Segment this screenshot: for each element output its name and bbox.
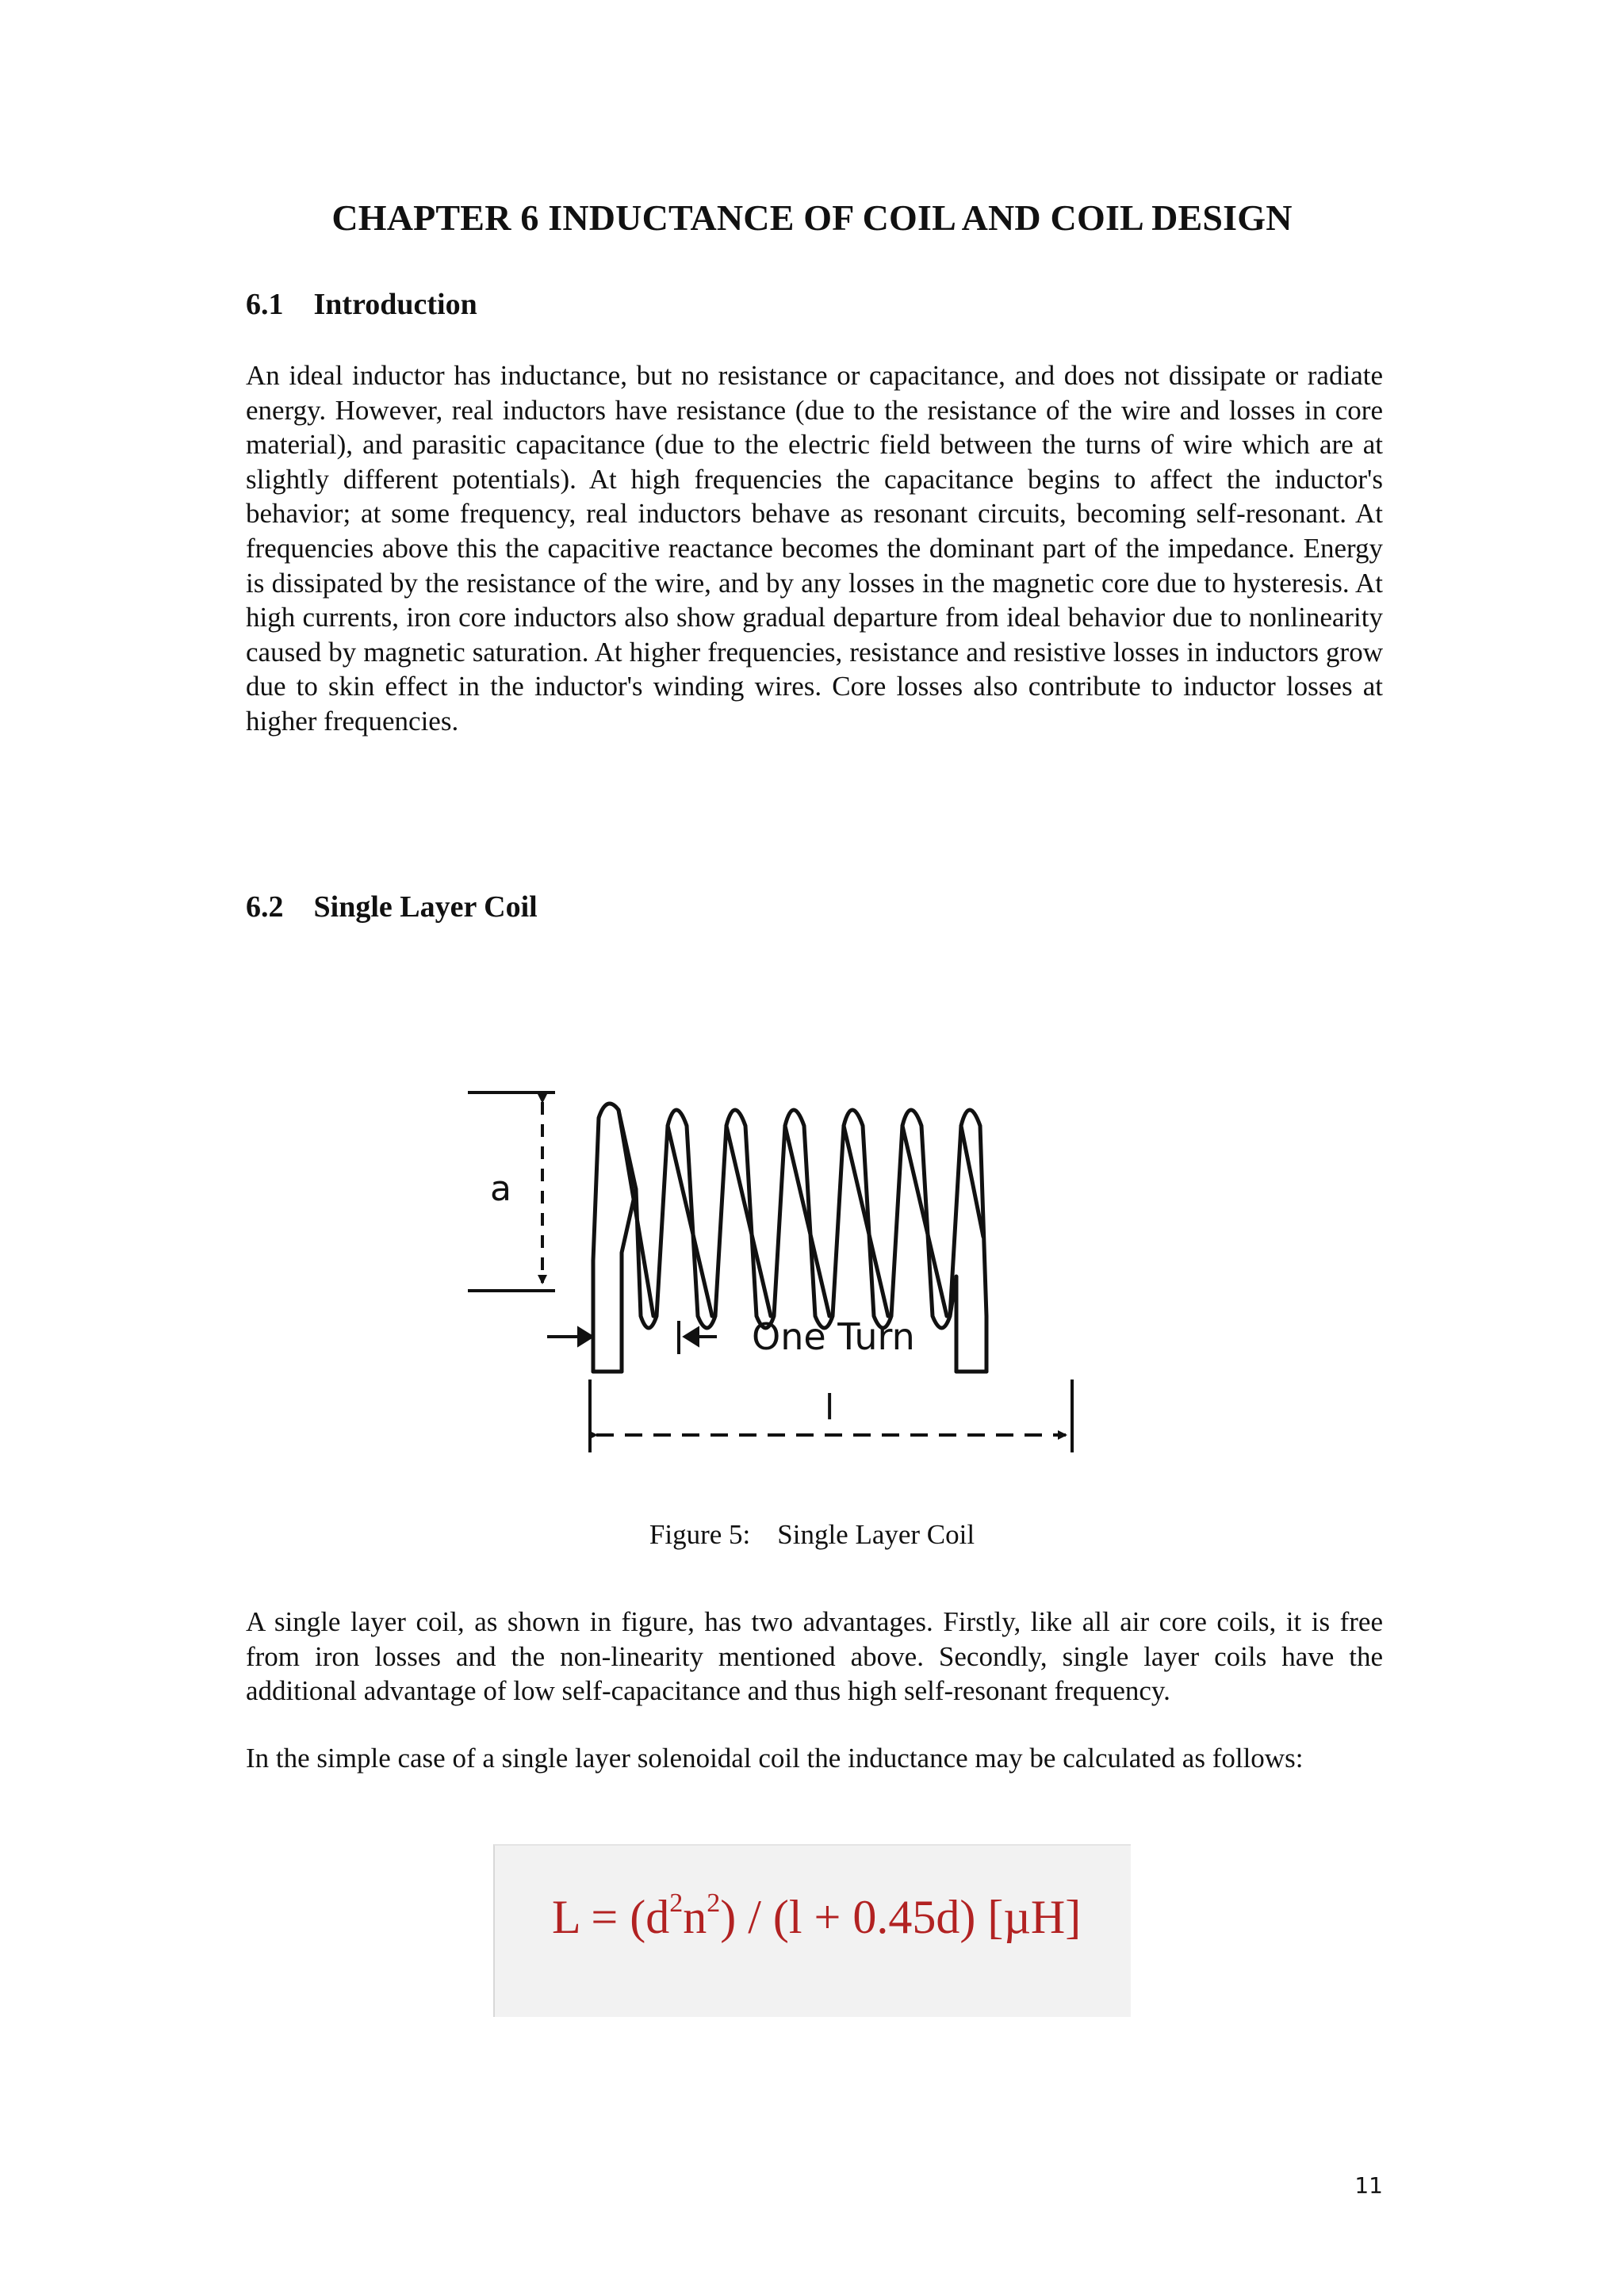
inductance-formula-box [493, 1844, 1131, 2017]
inductance-intro-paragraph: In the simple case of a single layer solenoidal coil the inductance may be calculated as follows: [246, 1743, 1304, 1774]
formula-part: L = (d [552, 1891, 670, 1943]
section-heading-single-layer-coil [246, 890, 538, 924]
page-number: 11 [1354, 2172, 1383, 2198]
introduction-paragraph: An ideal inductor has inductance, but no resistance or capacitance, and does not dissipate or radiate energy. However, real inductors have resistance (due to the resistance of the wire and losses in core material), and parasitic capacitance (due to the electric field between the turns of wire which are at slightly different potentials). At high frequencies the capacitance begins to affect the inductor's behavior; at some frequency, real inductors behave as resonant circuits, becoming self-resonant. At frequencies above this the capacitive reactance becomes the dominant part of the impedance. Energy is dissipated by the resistance of the wire, and by any losses in the magnetic core due to hysteresis. At high currents, iron core inductors also show gradual departure from ideal behavior due to nonlinearity caused by magnetic saturation. At higher frequencies, resistance and resistive losses in inductors grow due to skin effect in the inductor's winding wires. Core losses also contribute to inductor losses at higher frequencies. [246, 360, 1383, 737]
dimension-a [468, 1093, 555, 1291]
formula-superscript: 2 [669, 1888, 684, 1918]
inductance-formula [552, 1890, 1081, 1945]
label-a: a [490, 1169, 511, 1209]
label-l: l [825, 1387, 835, 1428]
figure-caption [0, 1519, 1624, 1551]
caption-text: Single Layer Coil [777, 1519, 975, 1550]
chapter-title: CHAPTER 6 INDUCTANCE OF COIL AND COIL DESIGN [331, 197, 1293, 238]
formula-part: n [683, 1891, 707, 1943]
caption-number: Figure 5: [649, 1519, 751, 1550]
section-number: 6.1 [246, 288, 284, 321]
section-heading-introduction [246, 287, 477, 322]
formula-part: ) / (l + 0.45d) [µH] [720, 1891, 1082, 1943]
single-layer-paragraph: A single layer coil, as shown in figure, has two advantages. Firstly, like all air core coils, it is free from iron losses and the non-linearity mentioned above. Secondly, single layer coils have the additional advantage of low self-capacitance and thus high self-resonant frequency. [246, 1606, 1383, 1707]
one-turn-arrows [547, 1321, 717, 1354]
section-number: 6.2 [246, 890, 284, 924]
coil-diagram [460, 1078, 1094, 1459]
single-layer-coil-figure [460, 1078, 1094, 1459]
label-one-turn: One Turn [752, 1315, 915, 1358]
section-title: Introduction [313, 288, 477, 321]
section-title: Single Layer Coil [313, 890, 538, 924]
formula-superscript: 2 [707, 1888, 721, 1918]
